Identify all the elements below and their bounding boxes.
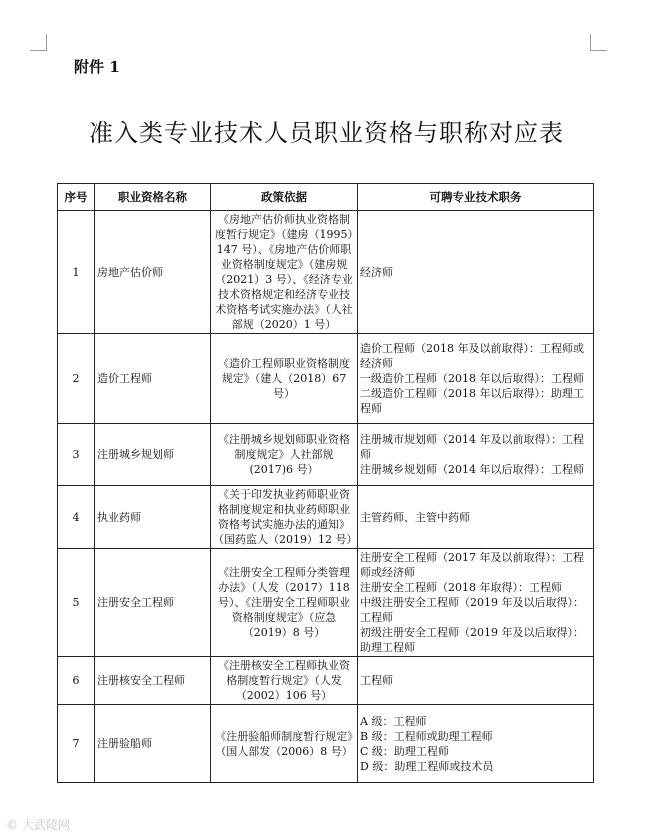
title-line: 二级造价工程师（2018 年以后取得）：助理工程师	[360, 387, 584, 415]
title-line: 中级注册安全工程师（2019 年及以后取得）：工程师	[360, 596, 584, 624]
title-line: 注册安全工程师（2017 年及以前取得）：工程师或经济师	[360, 551, 584, 579]
eligible-titles	[358, 657, 594, 705]
title-line: 注册城乡规划师（2014 年以后取得）：工程师	[360, 463, 584, 476]
table-row	[58, 549, 594, 657]
title-line: B 级：工程师或助理工程师	[360, 729, 493, 743]
title-line: 初级注册安全工程师（2019 年及以后取得）：助理工程师	[360, 626, 584, 654]
qualification-name: 注册安全工程师	[95, 549, 211, 657]
watermark: © 大武陵网	[6, 818, 70, 832]
table-row	[58, 705, 594, 783]
policy-basis: 《注册验船师制度暂行规定》（国人部发（2006）8 号）	[211, 705, 358, 783]
table-row	[58, 657, 594, 705]
qualification-name: 注册验船师	[95, 705, 211, 783]
title-line: 经济师	[360, 265, 393, 279]
title-line: 主管药师、主管中药师	[360, 510, 470, 524]
row-number: 3	[58, 424, 95, 486]
table-row	[58, 334, 594, 424]
row-number: 2	[58, 334, 95, 424]
title-line: 造价工程师（2018 年及以前取得）：工程师或经济师	[360, 342, 584, 370]
policy-basis: 《注册核安全工程师执业资格制度暂行规定》（人发（2002）106 号）	[211, 657, 358, 705]
header-policy-basis: 政策依据	[211, 184, 358, 211]
eligible-titles	[358, 211, 594, 334]
title-line: D 级：助理工程师或技术员	[360, 759, 494, 773]
qualification-name: 造价工程师	[95, 334, 211, 424]
policy-basis: 《注册城乡规划师职业资格制度规定》人社部规(2017)6 号）	[211, 424, 358, 486]
table-row	[58, 211, 594, 334]
attachment-label: 附件 1	[74, 58, 120, 76]
title-line: 注册城市规划师（2014 年及以前取得）：工程师	[360, 433, 584, 461]
title-line: 注册安全工程师（2018 年取得）：工程师	[360, 581, 562, 594]
title-line: C 级：助理工程师	[360, 744, 449, 758]
header-qualification-name: 职业资格名称	[95, 184, 211, 211]
policy-basis: 《注册安全工程师分类管理办法》（人发（2017）118 号）、《注册安全工程师职业资格制度规定》（应急（2019）8 号）	[211, 549, 358, 657]
header-number: 序号	[58, 184, 95, 211]
row-number: 1	[58, 211, 95, 334]
document-title: 准入类专业技术人员职业资格与职称对应表	[89, 119, 564, 147]
qualification-name: 注册核安全工程师	[95, 657, 211, 705]
header-eligible-titles: 可聘专业技术职务	[358, 184, 594, 211]
title-line: 一级造价工程师（2018 年以后取得）：工程师	[360, 372, 584, 385]
policy-basis: 《房地产估价师执业资格制度暂行规定》（建房（1995）147 号）、《房地产估价师职业资格制度规定》（建房规（2021）3 号）、《经济专业技术资格规定和经济专业技术资格考试实施办法》（人社部规（2020）1 号）	[211, 211, 358, 334]
qualification-name: 房地产估价师	[95, 211, 211, 334]
eligible-titles	[358, 334, 594, 424]
title-line: 工程师	[360, 674, 393, 687]
row-number: 7	[58, 705, 95, 783]
policy-basis: 《造价工程师职业资格制度规定》（建人（2018）67 号）	[211, 334, 358, 424]
table-row	[58, 486, 594, 549]
qualification-name: 执业药师	[95, 486, 211, 549]
row-number: 5	[58, 549, 95, 657]
row-number: 6	[58, 657, 95, 705]
page-corner-mark-left	[30, 34, 47, 51]
table-header-row	[58, 184, 594, 211]
eligible-titles	[358, 705, 594, 783]
page-corner-mark-right	[590, 34, 607, 51]
qualification-table	[57, 183, 594, 783]
row-number: 4	[58, 486, 95, 549]
policy-basis: 《关于印发执业药师职业资格制度规定和执业药师职业资格考试实施办法的通知》（国药监人（2019）12 号）	[211, 486, 358, 549]
table-row	[58, 424, 594, 486]
title-line: A 级：工程师	[360, 714, 427, 728]
eligible-titles	[358, 424, 594, 486]
eligible-titles	[358, 549, 594, 657]
eligible-titles	[358, 486, 594, 549]
qualification-name: 注册城乡规划师	[95, 424, 211, 486]
